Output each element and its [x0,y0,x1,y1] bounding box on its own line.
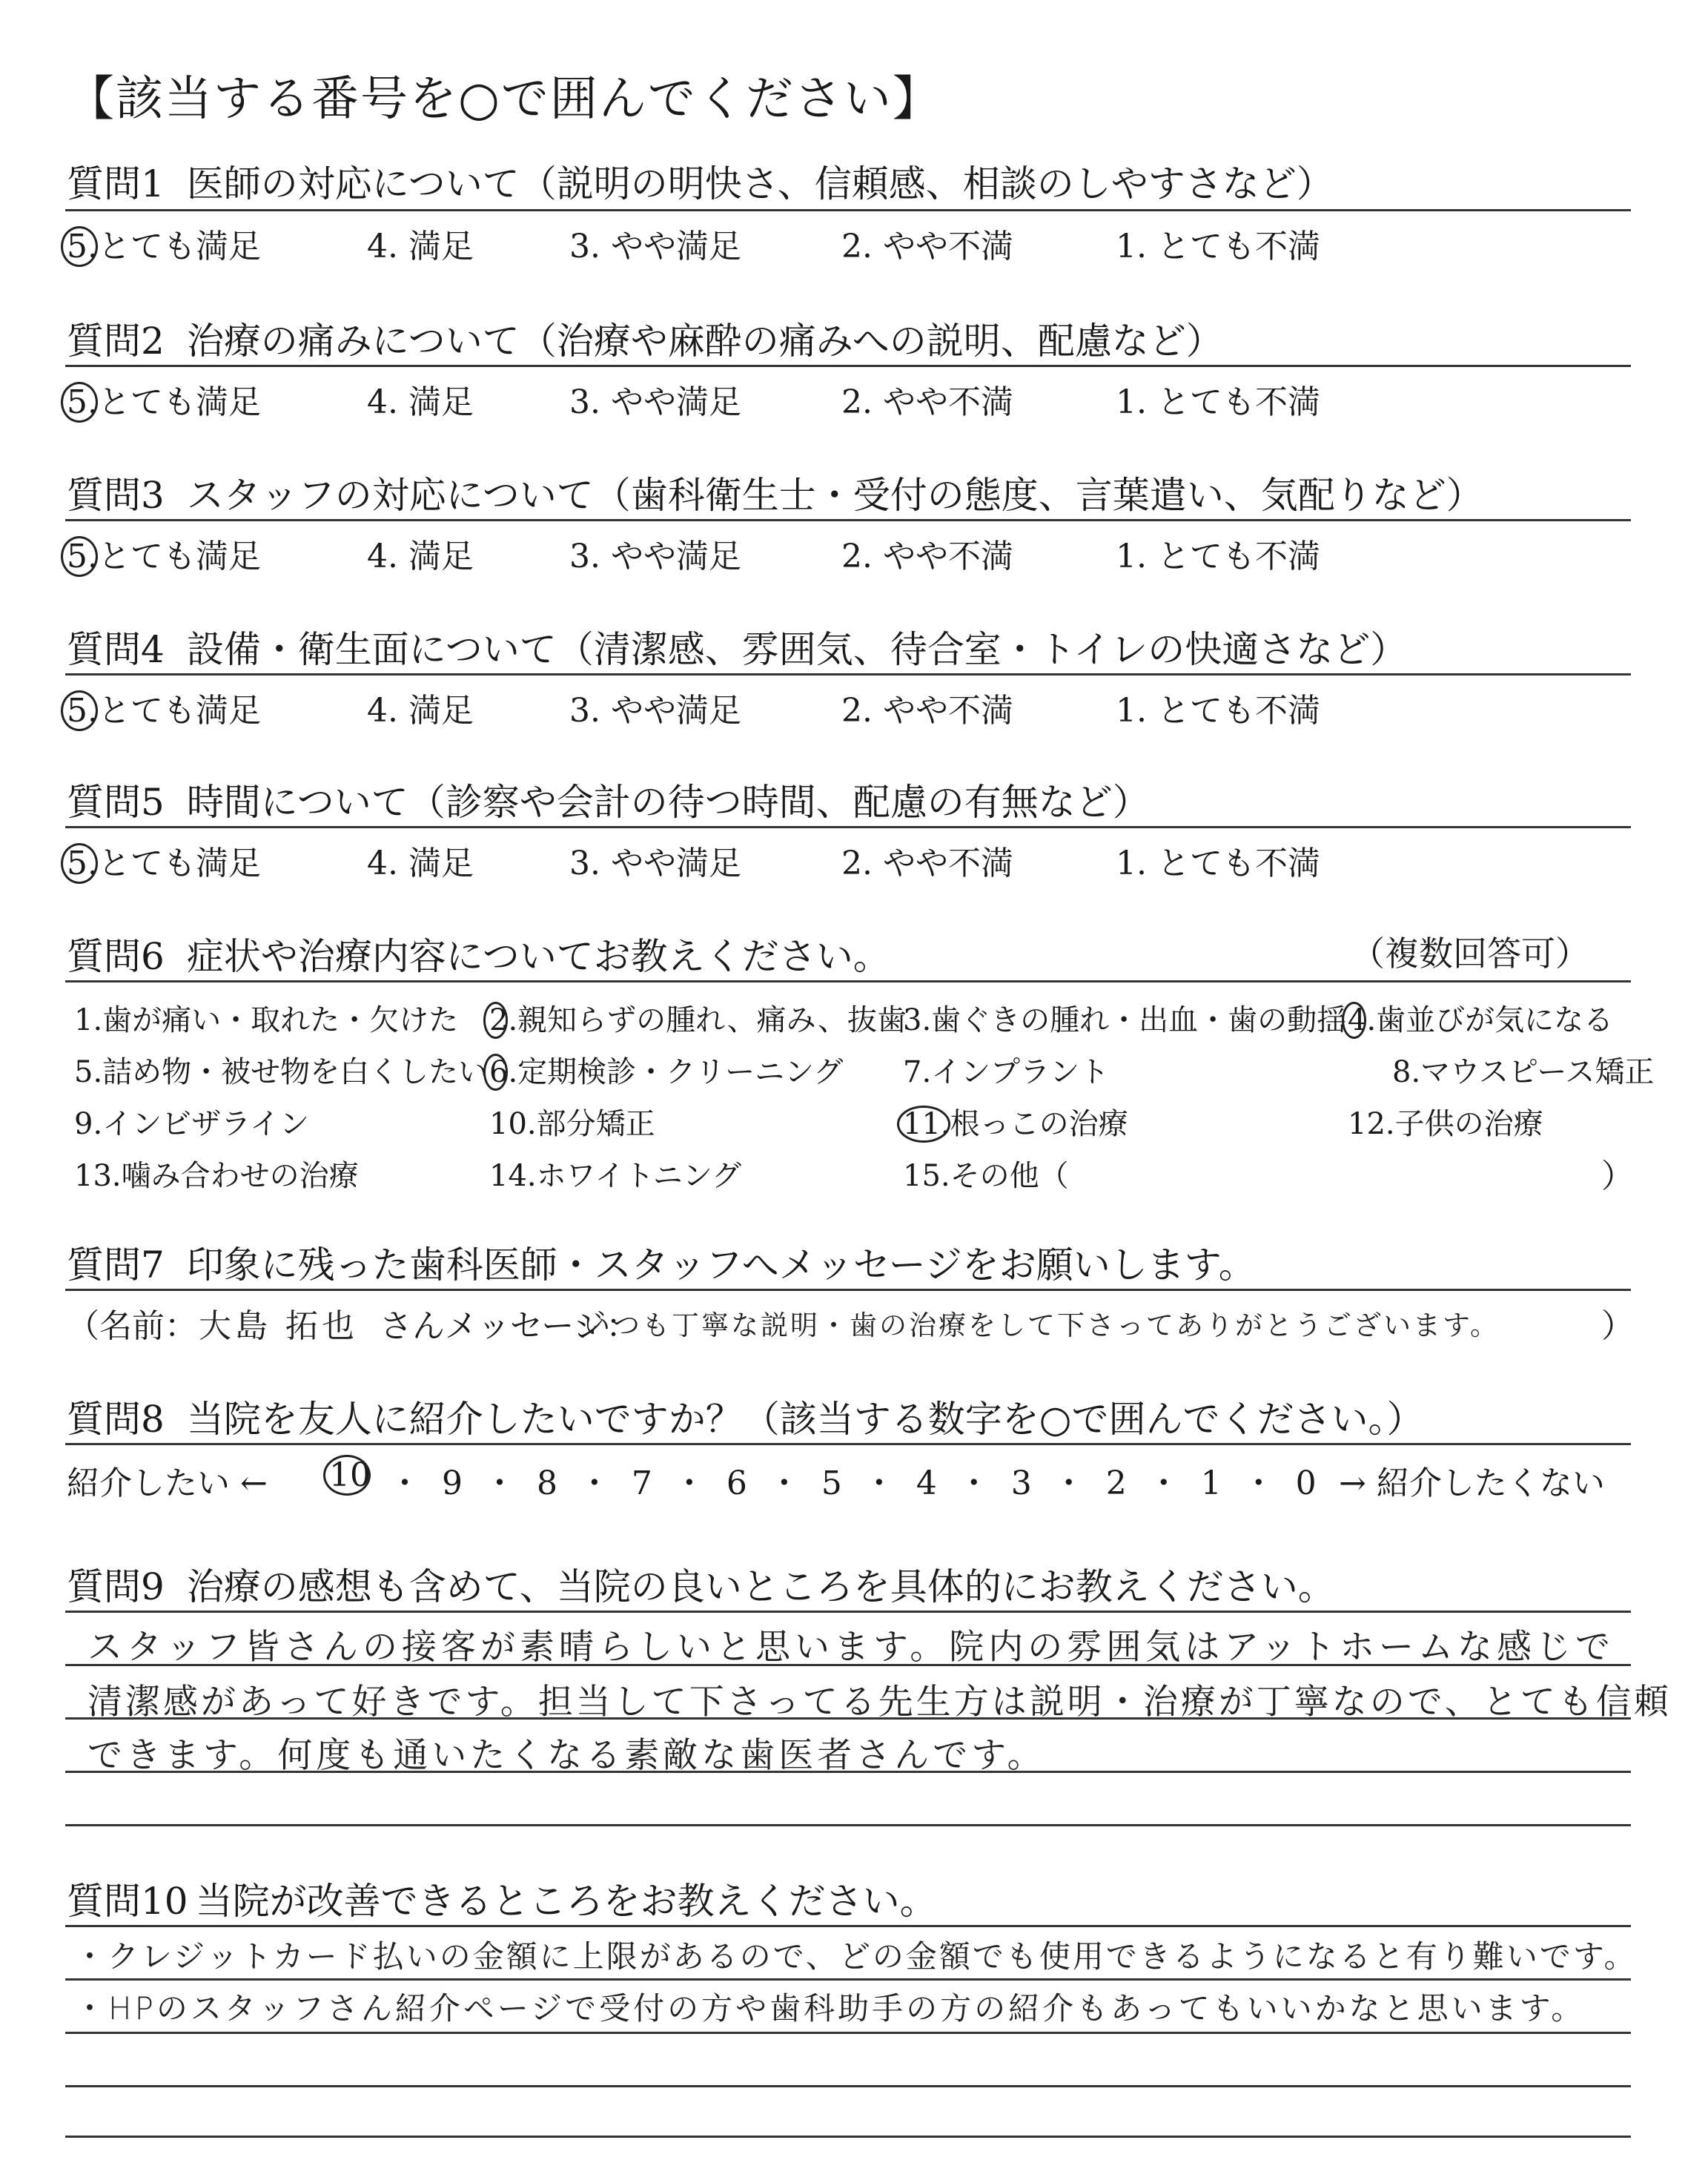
recommend-left-label: 紹介したい ← [67,1464,268,1502]
question-number: 質問6 [67,935,165,978]
q10-answer-line-2[interactable]: ・HPのスタッフさん紹介ページで受付の方や歯科助手の方の紹介もあってもいいかなと思います。 [74,1990,1586,2027]
question-number: 質問4 [67,628,165,671]
q2-option-2[interactable]: 2. やや不満 [841,383,1013,421]
question-8 [67,1390,1423,1443]
divider [65,673,1631,676]
selection-circle: 5. [67,538,98,575]
question-3 [67,466,1483,519]
q6-item-14[interactable]: 14.ホワイトニング [489,1159,742,1193]
q3-option-4[interactable]: 4. 満足 [367,538,474,575]
q2-option-3[interactable]: 3. やや満足 [569,383,741,421]
question-number: 質問5 [67,781,165,824]
divider [65,209,1631,211]
question-text: スタッフの対応について（歯科衛生士・受付の態度、言葉遣い、気配りなど） [186,474,1483,517]
close-paren: ） [1601,1307,1634,1345]
divider [65,365,1631,367]
question-1 [67,154,1334,208]
question-text: 治療の痛みについて（治療や麻酔の痛みへの説明、配慮など） [186,320,1223,363]
question-2 [67,311,1223,365]
q1-option-2[interactable]: 2. やや不満 [841,228,1013,265]
q3-option-5[interactable]: 5.とても満足 [67,538,261,575]
q5-option-2[interactable]: 2. やや不満 [841,845,1013,882]
question-text: 時間について（診察や会計の待つ時間、配慮の有無など） [186,781,1150,824]
q5-option-4[interactable]: 4. 満足 [367,845,474,882]
answer-line [65,1611,1631,1613]
selection-circle: 5. [67,845,98,882]
answer-line [65,2032,1631,2034]
answer-line [65,1925,1631,1927]
q6-item-9[interactable]: 9.インビザライン [74,1107,309,1141]
message-value[interactable]: いつも丁寧な説明・歯の治療をして下さってありがとうございます。 [583,1309,1500,1341]
q6-item-4[interactable]: 4.歯並びが気になる [1348,1003,1614,1037]
close-paren: ） [1601,1157,1634,1195]
question-6 [67,927,890,980]
question-7 [67,1235,1256,1289]
question-number: 質問7 [67,1244,165,1287]
q6-item-2[interactable]: 2.親知らずの腫れ、痛み、抜歯 [489,1003,907,1037]
q2-option-5[interactable]: 5.とても満足 [67,383,261,421]
q6-item-3[interactable]: 3.歯ぐきの腫れ・出血・歯の動揺 [903,1003,1347,1037]
question-text: 印象に残った歯科医師・スタッフへメッセージをお願いします。 [186,1244,1256,1287]
q2-option-4[interactable]: 4. 満足 [367,383,474,421]
question-number: 質問9 [67,1565,165,1608]
name-suffix: さんメッセージ： [380,1307,639,1345]
recommend-right-label: → 紹介したくない [1339,1464,1605,1502]
question-5 [67,773,1150,826]
divider [65,826,1631,828]
selection-circle: 11. [903,1107,950,1141]
q6-item-8[interactable]: 8.マウスピース矯正 [1392,1055,1655,1089]
divider [65,1443,1631,1445]
q4-option-1[interactable]: 1. とても不満 [1116,692,1320,730]
q6-item-5[interactable]: 5.詰め物・被せ物を白くしたい [74,1055,489,1089]
q1-option-5[interactable]: 5.とても満足 [67,228,261,265]
q3-option-3[interactable]: 3. やや満足 [569,538,741,575]
q2-option-1[interactable]: 1. とても不満 [1116,383,1320,421]
q5-option-1[interactable]: 1. とても不満 [1116,845,1320,882]
q3-option-2[interactable]: 2. やや不満 [841,538,1013,575]
q9-answer-line-1[interactable]: スタッフ皆さんの接客が素晴らしいと思います。院内の雰囲気はアットホームな感じで [87,1627,1615,1668]
selection-circle: 6 [489,1055,509,1089]
selection-circle: 2 [489,1003,509,1037]
question-4 [67,620,1407,673]
q4-option-4[interactable]: 4. 満足 [367,692,474,730]
question-text: 当院を友人に紹介したいですか？（該当する数字を○で囲んでください。） [186,1398,1424,1441]
q1-option-4[interactable]: 4. 満足 [367,228,474,265]
q6-item-13[interactable]: 13.噛み合わせの治療 [74,1159,359,1193]
multiple-answers-note: （複数回答可） [1351,934,1589,974]
selection-circle: 5. [67,228,98,265]
q4-option-5[interactable]: 5.とても満足 [67,692,261,730]
question-10 [67,1872,937,1925]
selection-circle: 5. [67,692,98,730]
selection-circle: 10 [329,1456,371,1494]
question-text: 治療の感想も含めて、当院の良いところを具体的にお教えください。 [186,1565,1335,1608]
q5-option-3[interactable]: 3. やや満足 [569,845,741,882]
q5-option-5[interactable]: 5.とても満足 [67,845,261,882]
divider [65,1289,1631,1291]
divider [65,519,1631,521]
q6-item-10[interactable]: 10.部分矯正 [489,1107,655,1141]
q6-item-15[interactable]: 15.その他（ [903,1159,1069,1193]
q6-item-1[interactable]: 1.歯が痛い・取れた・欠けた [74,1003,459,1037]
question-number: 質問3 [67,474,165,517]
q6-item-6[interactable]: 6.定期検診・クリーニング [489,1055,844,1089]
recommend-scale[interactable]: ・ 9 ・ 8 ・ 7 ・ 6 ・ 5 ・ 4 ・ 3 ・ 2 ・ 1 ・ 0 [388,1464,1317,1502]
question-9 [67,1557,1335,1611]
q6-item-11[interactable]: 11.根っこの治療 [903,1107,1128,1141]
question-text: 設備・衛生面について（清潔感、雰囲気、待合室・トイレの快適さなど） [186,628,1408,671]
q9-answer-line-2[interactable]: 清潔感があって好きです。担当して下さってる先生方は説明・治療が丁寧なので、とても信頼 [87,1682,1672,1723]
selection-circle: 5. [67,383,98,421]
question-number: 質問10 [67,1880,188,1923]
name-label: （名前： [67,1307,197,1345]
q10-answer-line-1[interactable]: ・クレジットカード払いの金額に上限があるので、どの金額でも使用できるようになると有り難いです。 [74,1938,1638,1975]
answer-line [65,1824,1631,1826]
form-title: 【該当する番号を○で囲んでください】 [67,72,941,127]
selection-circle: 4 [1348,1003,1367,1037]
q6-item-12[interactable]: 12.子供の治療 [1348,1107,1543,1141]
answer-line [65,2085,1631,2087]
q6-item-7[interactable]: 7.インプラント [903,1055,1110,1089]
question-number: 質問8 [67,1398,165,1441]
recommend-option-10[interactable] [329,1456,371,1494]
question-number: 質問1 [67,162,165,205]
q4-option-2[interactable]: 2. やや不満 [841,692,1013,730]
divider [65,980,1631,982]
name-value[interactable]: 大島 拓也 [199,1307,358,1345]
question-text: 医師の対応について（説明の明快さ、信頼感、相談のしやすさなど） [186,162,1334,205]
answer-line [65,2136,1631,2138]
answer-line [65,1978,1631,1981]
question-text: 当院が改善できるところをお教えください。 [195,1880,937,1923]
question-number: 質問2 [67,320,165,363]
q4-option-3[interactable]: 3. やや満足 [569,692,741,730]
q3-option-1[interactable]: 1. とても不満 [1116,538,1320,575]
question-text: 症状や治療内容についてお教えください。 [186,935,890,978]
q1-option-3[interactable]: 3. やや満足 [569,228,741,265]
q9-answer-line-3[interactable]: できます。何度も通いたくなる素敵な歯医者さんです。 [87,1735,1046,1776]
q1-option-1[interactable]: 1. とても不満 [1116,228,1320,265]
